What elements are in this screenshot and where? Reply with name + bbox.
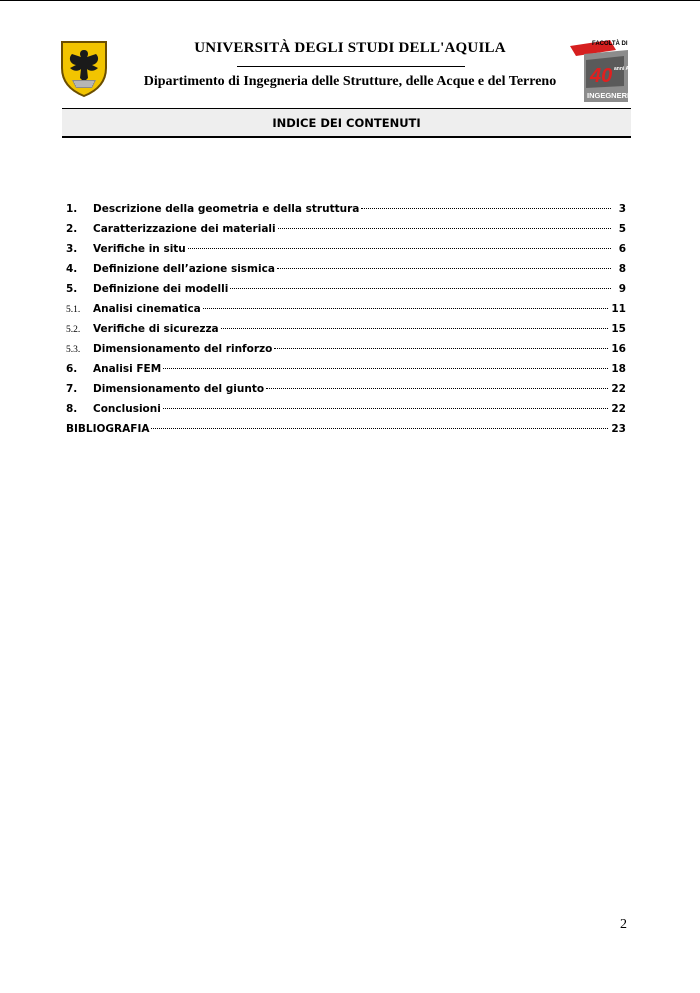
university-name: UNIVERSITÀ DEGLI STUDI DELL'AQUILA: [194, 40, 506, 56]
toc-dot-leader: [203, 308, 609, 309]
toc-dot-leader: [277, 268, 611, 269]
toc-entry-number: 6.: [66, 363, 78, 375]
logo-number: 40: [590, 65, 613, 87]
toc-entry[interactable]: [66, 303, 626, 323]
toc-entry-number: 7.: [66, 383, 78, 395]
page-number: 2: [620, 917, 627, 932]
toc-entry[interactable]: [66, 323, 626, 343]
eagle-crest-icon: [58, 38, 110, 98]
toc-dot-leader: [151, 428, 608, 429]
toc-entry[interactable]: [66, 343, 626, 363]
toc-entry-page: 11: [611, 303, 626, 315]
toc-entry-title: BIBLIOGRAFIA: [66, 423, 150, 435]
toc-dot-leader: [163, 408, 609, 409]
toc-entry-page: 23: [611, 423, 626, 435]
toc-entry[interactable]: [66, 283, 626, 303]
toc-entry-title: Analisi cinematica: [93, 303, 201, 315]
toc-entry-page: 18: [611, 363, 626, 375]
index-banner: [62, 108, 631, 138]
toc-entry-page: 6: [618, 243, 626, 255]
toc-entry-title: Caratterizzazione dei materiali: [93, 223, 276, 235]
toc-entry-title: Conclusioni: [93, 403, 161, 415]
toc-entry-title: Descrizione della geometria e della struttura: [93, 203, 360, 215]
logo-bottom-text: INGEGNERIA: [587, 91, 635, 100]
toc-entry[interactable]: [66, 383, 626, 403]
toc-entry-page: 15: [611, 323, 626, 335]
toc-entry-number: 5.: [66, 283, 78, 295]
toc-entry[interactable]: [66, 423, 626, 443]
toc-entry-number: 8.: [66, 403, 78, 415]
toc-dot-leader: [230, 288, 611, 289]
toc-entry-title: Definizione dei modelli: [93, 283, 229, 295]
page-top-rule: [0, 0, 700, 1]
index-title: INDICE DEI CONTENUTI: [272, 115, 421, 130]
toc-entry-number: 4.: [66, 263, 78, 275]
toc-entry-title: Analisi FEM: [93, 363, 162, 375]
toc-entry-title: Definizione dell’azione sismica: [93, 263, 275, 275]
toc-entry-page: 8: [618, 263, 626, 275]
logo-side-text: anni Aula: [614, 66, 637, 72]
toc-dot-leader: [361, 208, 611, 209]
toc-entry[interactable]: [66, 403, 626, 423]
department-name: Dipartimento di Ingegneria delle Strutture, delle Acque e del Terreno: [143, 74, 557, 89]
toc-entry-page: 22: [611, 403, 626, 415]
toc-dot-leader: [278, 228, 611, 229]
toc-entry[interactable]: [66, 203, 626, 223]
toc-entry[interactable]: [66, 223, 626, 243]
toc-entry-number: 2.: [66, 223, 78, 235]
logo-top-text: FACOLTÀ DI: [592, 41, 628, 47]
toc-entry-title: Dimensionamento del rinforzo: [93, 343, 273, 355]
title-divider: [237, 66, 465, 67]
toc-entry[interactable]: [66, 263, 626, 283]
toc-dot-leader: [274, 348, 608, 349]
toc-entry-title: Verifiche di sicurezza: [93, 323, 219, 335]
toc-entry-title: Verifiche in situ: [93, 243, 186, 255]
toc-entry-page: 3: [618, 203, 626, 215]
toc-entry-number: 3.: [66, 243, 78, 255]
toc-entry[interactable]: [66, 363, 626, 383]
toc-dot-leader: [266, 388, 608, 389]
toc-entry-page: 5: [618, 223, 626, 235]
toc-entry-number: 5.2.: [66, 325, 81, 335]
toc-dot-leader: [188, 248, 611, 249]
faculty-40-years-logo: [566, 36, 637, 102]
toc-entry-number: 5.1.: [66, 305, 81, 315]
toc-entry-page: 22: [611, 383, 626, 395]
toc-entry-number: 1.: [66, 203, 78, 215]
toc-entry-page: 9: [618, 283, 626, 295]
toc-dot-leader: [221, 328, 609, 329]
toc-entry[interactable]: [66, 243, 626, 263]
table-of-contents: [66, 203, 626, 443]
toc-dot-leader: [163, 368, 608, 369]
toc-entry-title: Dimensionamento del giunto: [93, 383, 265, 395]
toc-entry-page: 16: [611, 343, 626, 355]
toc-entry-number: 5.3.: [66, 345, 81, 355]
